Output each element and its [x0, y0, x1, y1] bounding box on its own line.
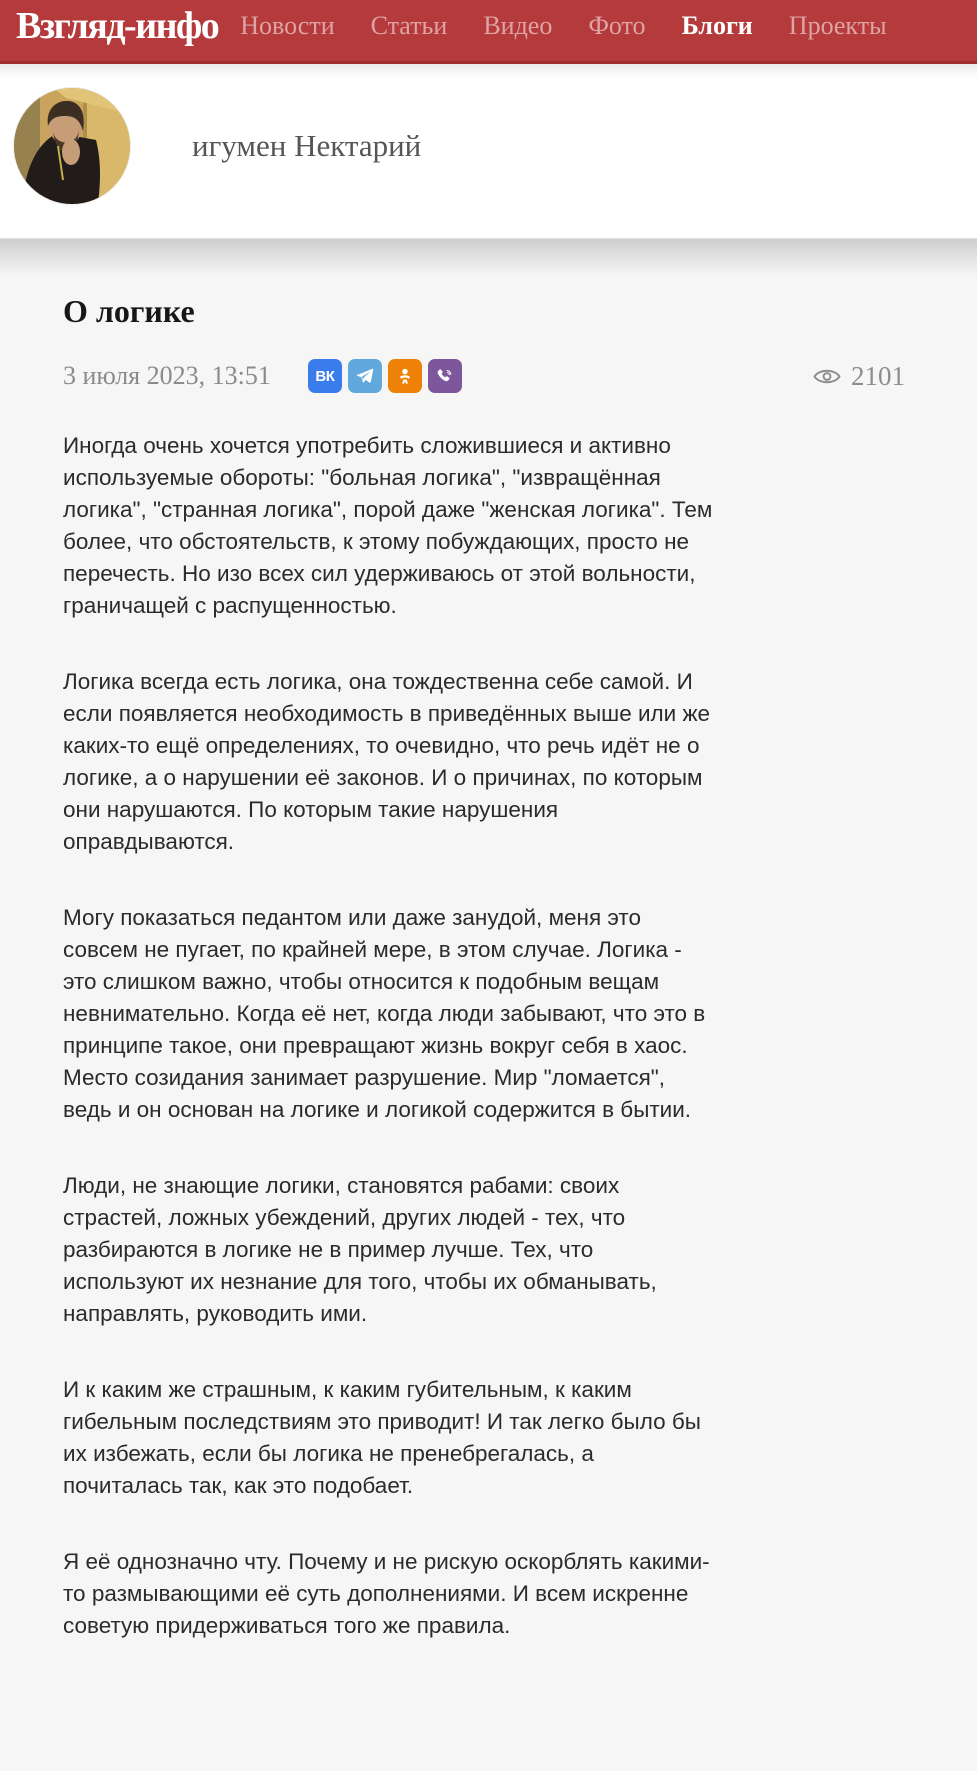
nav-item-projects[interactable]: Проекты — [788, 10, 887, 40]
article-body — [63, 430, 713, 1642]
paragraph-2: Логика всегда есть логика, она тождественна себе самой. И если появляется необходимость в приведённых выше или же каких-то ещё определениях, то очевидно, что речь идёт не о логике, а о нарушении её законов. И о причинах, по которым они нарушаются. По которым такие нарушения оправдываются. — [63, 669, 711, 854]
ok-person-icon — [395, 365, 415, 387]
vk-share-icon[interactable] — [308, 359, 342, 393]
share-buttons — [308, 359, 462, 393]
priest-photo-illustration — [14, 88, 130, 204]
nav-item-blogs[interactable]: Блоги — [681, 10, 753, 40]
author-avatar[interactable] — [14, 88, 130, 204]
article-content — [0, 239, 977, 1768]
paragraph-5: И к каким же страшным, к каким губительным, к каким гибельным последствиям это приводит! И так легко было бы их избежать, если бы логика не пренебрегалась, а почиталась так, как это подобает. — [63, 1377, 701, 1498]
paragraph-3: Могу показаться педантом или даже занудой, меня это совсем не пугает, по крайней мере, в этом случае. Логика - это слишком важно, чтобы относится к подобным вещам невнимательно. Когда её нет, когда люди забывают, что это в принципе такое, они превращают жизнь вокруг себя в хаос. Место созидания занимает разрушение. Мир "ломается", ведь и он основан на логике и логикой содержится в бытии. — [63, 905, 706, 1122]
article-meta — [63, 358, 905, 394]
nav-item-video[interactable]: Видео — [483, 10, 553, 40]
paragraph-1: Иногда очень хочется употребить сложившиеся и активно используемые обороты: "больная логика", "извращённая логика", "странная логика", порой даже "женская логика". Тем более, что обстоятельств, к этому побуждающих, просто не перечесть. Но изо всех сил удерживаюсь от этой вольности, граничащей с распущенностью. — [63, 433, 713, 618]
viber-share-icon[interactable] — [428, 359, 462, 393]
author-name[interactable]: игумен Нектарий — [192, 128, 422, 163]
odnoklassniki-share-icon[interactable] — [388, 359, 422, 393]
nav-item-photo[interactable]: Фото — [588, 10, 646, 40]
article-date: 3 июля 2023, 13:51 — [63, 361, 271, 390]
nav-item-articles[interactable]: Статьи — [370, 10, 448, 40]
telegram-share-icon[interactable] — [348, 359, 382, 393]
site-logo[interactable]: Взгляд-инфо — [16, 4, 219, 47]
vk-logo-glyph: ВК — [315, 367, 335, 385]
article-title: О логике — [63, 293, 195, 329]
paragraph-6: Я её однозначно чту. Почему и не рискую оскорблять какими-то размывающими её суть дополнениями. И всем искренне советую придерживаться того же правила. — [63, 1549, 710, 1638]
nav-item-news[interactable]: Новости — [240, 10, 335, 40]
view-count: 2101 — [851, 360, 905, 391]
paper-plane-icon — [355, 366, 375, 386]
view-counter — [812, 361, 905, 392]
paragraph-4: Люди, не знающие логики, становятся рабами: своих страстей, ложных убеждений, других людей - тех, что разбираются в логике не в пример лучше. Тех, что используют их незнание для того, чтобы их обманывать, направлять, руководить ими. — [63, 1173, 657, 1326]
main-nav — [240, 11, 886, 41]
eye-icon — [812, 366, 842, 387]
phone-icon — [435, 366, 455, 386]
author-card — [0, 64, 977, 239]
site-header — [0, 0, 977, 64]
